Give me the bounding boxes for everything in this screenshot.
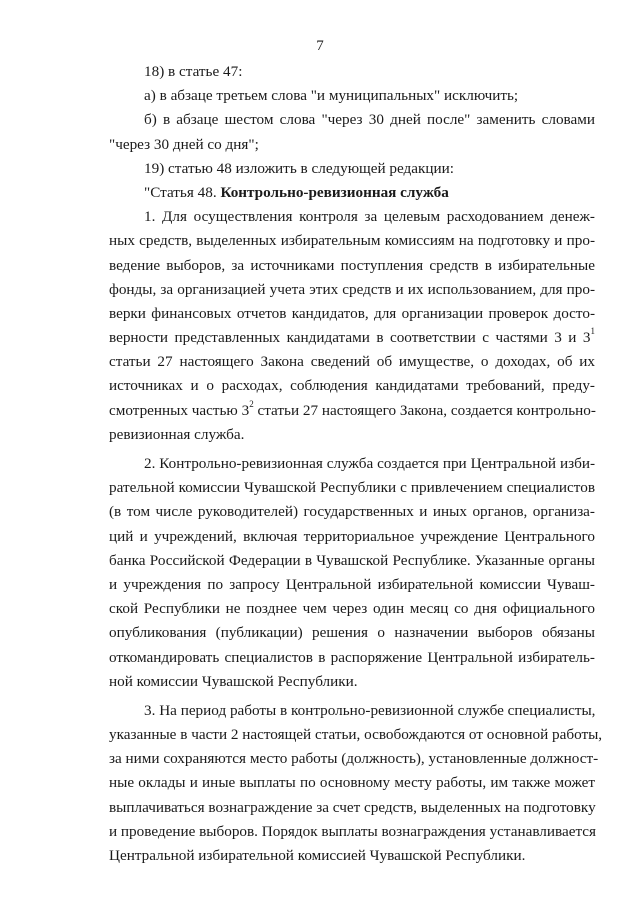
page-number: 7	[316, 38, 324, 54]
item-18-a: а) в абзаце третьем слова "и муниципальных" исключить;	[144, 87, 519, 105]
line-text: верности представленных кандидатами в соответствии с частями 3 и 3	[109, 329, 591, 347]
paragraph-1-line: фонды, за организацией учета этих средств и их использованием, для про-	[109, 280, 595, 298]
item-18-b-line-2: "через 30 дней со дня";	[109, 135, 259, 153]
superscript: 1	[590, 326, 595, 336]
paragraph-2-line: ной комиссии Чувашской Республики.	[109, 672, 358, 690]
paragraph-2-line: (в том числе руководителей) государственных и иных органов, организа-	[109, 503, 595, 521]
item-19: 19) статью 48 изложить в следующей редакции:	[144, 159, 454, 177]
line-text: статьи 27 настоящего Закона, создается контрольно-	[253, 401, 596, 419]
paragraph-2-line: банка Российской Федерации в Чувашской Республике. Указанные органы	[109, 551, 595, 569]
paragraph-1-line	[109, 399, 595, 423]
paragraph-2-line: и учреждения по запросу Центральной избирательной комиссии Чуваш-	[109, 575, 595, 593]
paragraph-1-line: ных средств, выделенных избирательным комиссиям на подготовку и про-	[109, 232, 595, 250]
paragraph-2-line: опубликования (публикации) решения о назначении выборов обязаны	[109, 624, 595, 642]
paragraph-1-line: 1. Для осуществления контроля за целевым расходованием денеж-	[144, 208, 595, 226]
paragraph-2-line: откомандировать специалистов в распоряжение Центральной избиратель-	[109, 648, 595, 666]
item-18-b-line-1: б) в абзаце шестом слова "через 30 дней после" заменить словами	[144, 111, 595, 129]
paragraph-1-line: источниках и о расходах, соблюдения кандидатами требований, преду-	[109, 377, 595, 395]
item-18: 18) в статье 47:	[144, 63, 243, 80]
paragraph-1-line: статьи 27 настоящего Закона сведений об имуществе, о доходах, об их	[109, 353, 595, 371]
article-title: Контрольно-ревизионная служба	[220, 183, 449, 201]
paragraph-3-line: указанные в части 2 настоящей статьи, освобождаются от основной работы,	[109, 726, 603, 744]
article-heading	[109, 181, 595, 205]
document-body	[109, 60, 603, 868]
paragraph-3-line: Центральной избирательной комиссией Чувашской Республики.	[109, 847, 526, 864]
paragraph-1-line: ведение выборов, за источниками поступления средств в избирательные	[109, 256, 595, 274]
paragraph-2-line: 2. Контрольно-ревизионная служба создается при Центральной изби-	[144, 455, 595, 472]
paragraph-1-line: ревизионная служба.	[109, 425, 245, 443]
paragraph-2-line: ций и учреждений, включая территориальное учреждение Центрального	[109, 527, 595, 545]
article-prefix: "Статья 48.	[144, 183, 221, 201]
paragraph-3-line: ные оклады и иные выплаты по основному месту работы, им также может	[109, 774, 595, 792]
paragraph-3-line: 3. На период работы в контрольно-ревизионной службе специалисты,	[144, 701, 596, 719]
paragraph-3-line: выплачиваться вознаграждение за счет средств, выделенных на подготовку	[109, 798, 596, 816]
paragraph-2-line: рательной комиссии Чувашской Республики с привлечением специалистов	[109, 479, 595, 497]
paragraph-1-line: верки финансовых отчетов кандидатов, для организации проверок досто-	[109, 304, 595, 322]
superscript: 2	[249, 398, 254, 409]
paragraph-3-line: за ними сохраняются место работы (должность), установленные должност-	[109, 750, 599, 768]
paragraph-3-line: и проведение выборов. Порядок выплаты вознаграждения устанавливается	[109, 822, 597, 840]
paragraph-1-line	[109, 326, 595, 350]
line-text: смотренных частью 3	[109, 401, 250, 419]
paragraph-2-line: ской Республики не позднее чем через один месяц со дня официального	[109, 600, 595, 618]
